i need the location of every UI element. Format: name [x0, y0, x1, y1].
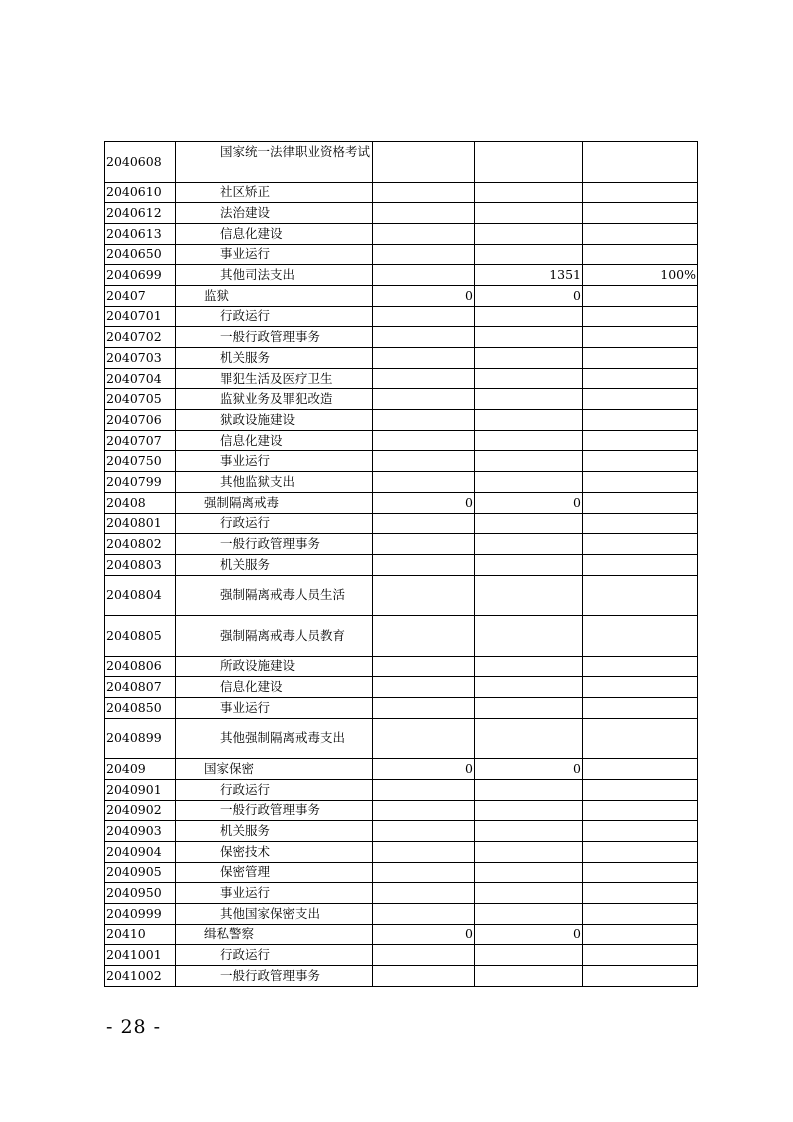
amount-cell-col5: [583, 862, 698, 883]
amount-cell-col4: [475, 513, 583, 534]
subject-code-cell: 2040707: [105, 430, 176, 451]
subject-name-text: 其他司法支出: [220, 267, 296, 283]
table-row: [105, 513, 698, 534]
subject-code-cell: 2040902: [105, 800, 176, 821]
subject-code-cell: 2040610: [105, 182, 176, 203]
subject-code-cell: 2040608: [105, 142, 176, 183]
subject-name-cell: [176, 575, 373, 616]
amount-cell-col3: [373, 966, 475, 987]
subject-code-cell: 2040999: [105, 903, 176, 924]
amount-cell-col4: [475, 182, 583, 203]
amount-cell-col3: [373, 265, 475, 286]
amount-cell-col3: [373, 348, 475, 369]
table-row: [105, 534, 698, 555]
subject-name-cell: [176, 759, 373, 780]
amount-cell-col4: [475, 368, 583, 389]
subject-name-cell: [176, 472, 373, 493]
subject-name-cell: [176, 306, 373, 327]
subject-code-cell: 2041002: [105, 966, 176, 987]
amount-cell-col3: [373, 534, 475, 555]
amount-cell-col3: [373, 142, 475, 183]
subject-name-cell: [176, 697, 373, 718]
budget-table: [104, 141, 698, 987]
amount-cell-col5: [583, 451, 698, 472]
table-row: [105, 966, 698, 987]
amount-cell-col3: [373, 883, 475, 904]
table-row: [105, 841, 698, 862]
amount-cell-col3: [373, 554, 475, 575]
amount-cell-col4: [475, 389, 583, 410]
amount-cell-col5: [583, 203, 698, 224]
table-row: [105, 862, 698, 883]
subject-name-cell: [176, 924, 373, 945]
subject-code-cell: 2041001: [105, 945, 176, 966]
amount-cell-col5: [583, 759, 698, 780]
subject-name-text: 机关服务: [220, 556, 271, 572]
amount-cell-col3: [373, 779, 475, 800]
subject-code-cell: 2040806: [105, 656, 176, 677]
amount-cell-col4: [475, 410, 583, 431]
amount-cell-col3: [373, 575, 475, 616]
amount-cell-col4: [475, 142, 583, 183]
amount-cell-col5: [583, 800, 698, 821]
amount-cell-col4: 0: [475, 285, 583, 306]
amount-cell-col4: [475, 697, 583, 718]
table-row: [105, 368, 698, 389]
subject-code-cell: 2040802: [105, 534, 176, 555]
amount-cell-col3: [373, 800, 475, 821]
amount-cell-col4: [475, 945, 583, 966]
table-row: [105, 182, 698, 203]
subject-code-cell: 2040905: [105, 862, 176, 883]
table-row: [105, 945, 698, 966]
subject-name-cell: [176, 554, 373, 575]
amount-cell-col3: [373, 656, 475, 677]
subject-name-text: 强制隔离戒毒人员生活: [220, 587, 346, 603]
table-row: [105, 759, 698, 780]
amount-cell-col5: 100%: [583, 265, 698, 286]
subject-name-cell: [176, 513, 373, 534]
subject-code-cell: 2040807: [105, 677, 176, 698]
subject-name-cell: [176, 285, 373, 306]
subject-name-text: 其他监狱支出: [220, 473, 296, 489]
subject-code-cell: 2040950: [105, 883, 176, 904]
amount-cell-col5: [583, 142, 698, 183]
amount-cell-col5: [583, 472, 698, 493]
amount-cell-col4: [475, 779, 583, 800]
table-row: [105, 430, 698, 451]
subject-name-cell: [176, 410, 373, 431]
subject-code-cell: 20410: [105, 924, 176, 945]
subject-name-text: 行政运行: [220, 781, 271, 797]
subject-name-text: 缉私警察: [204, 926, 255, 942]
amount-cell-col5: [583, 779, 698, 800]
subject-name-text: 事业运行: [220, 246, 271, 262]
table-row: [105, 718, 698, 759]
subject-name-text: 其他强制隔离戒毒支出: [220, 730, 346, 746]
amount-cell-col3: [373, 841, 475, 862]
subject-code-cell: 2040799: [105, 472, 176, 493]
amount-cell-col4: [475, 575, 583, 616]
subject-code-cell: 20409: [105, 759, 176, 780]
amount-cell-col3: [373, 513, 475, 534]
amount-cell-col5: [583, 430, 698, 451]
subject-name-text: 其他国家保密支出: [220, 905, 321, 921]
amount-cell-col3: [373, 862, 475, 883]
amount-cell-col4: [475, 534, 583, 555]
subject-name-cell: [176, 534, 373, 555]
subject-code-cell: 2040804: [105, 575, 176, 616]
subject-code-cell: 2040803: [105, 554, 176, 575]
subject-name-text: 事业运行: [220, 453, 271, 469]
amount-cell-col5: [583, 924, 698, 945]
table-row: [105, 348, 698, 369]
subject-name-cell: [176, 327, 373, 348]
subject-name-cell: [176, 966, 373, 987]
amount-cell-col4: [475, 472, 583, 493]
amount-cell-col4: [475, 862, 583, 883]
amount-cell-col3: [373, 903, 475, 924]
subject-code-cell: 20408: [105, 492, 176, 513]
table-row: [105, 821, 698, 842]
amount-cell-col3: 0: [373, 492, 475, 513]
subject-name-text: 保密技术: [220, 843, 271, 859]
amount-cell-col4: 0: [475, 759, 583, 780]
amount-cell-col5: [583, 718, 698, 759]
amount-cell-col4: [475, 883, 583, 904]
amount-cell-col3: 0: [373, 924, 475, 945]
subject-name-cell: [176, 677, 373, 698]
amount-cell-col4: [475, 306, 583, 327]
subject-code-cell: 2040701: [105, 306, 176, 327]
amount-cell-col3: [373, 677, 475, 698]
table-row: [105, 883, 698, 904]
amount-cell-col3: [373, 697, 475, 718]
table-row: [105, 924, 698, 945]
table-row: [105, 285, 698, 306]
amount-cell-col5: [583, 945, 698, 966]
subject-name-cell: [176, 821, 373, 842]
page-number: - 28 -: [106, 1016, 162, 1038]
amount-cell-col3: [373, 203, 475, 224]
subject-code-cell: 2040706: [105, 410, 176, 431]
table-row: [105, 244, 698, 265]
amount-cell-col4: 1351: [475, 265, 583, 286]
subject-code-cell: 2040750: [105, 451, 176, 472]
table-row: [105, 223, 698, 244]
table-row: [105, 779, 698, 800]
subject-name-text: 强制隔离戒毒人员教育: [220, 627, 346, 643]
subject-name-text: 所政设施建设: [220, 658, 296, 674]
amount-cell-col5: [583, 389, 698, 410]
subject-code-cell: 20407: [105, 285, 176, 306]
subject-name-text: 监狱: [204, 287, 230, 303]
amount-cell-col4: [475, 244, 583, 265]
table-row: [105, 800, 698, 821]
subject-name-text: 信息化建设: [220, 679, 283, 695]
subject-code-cell: 2040650: [105, 244, 176, 265]
table-body: [105, 142, 698, 987]
amount-cell-col5: [583, 348, 698, 369]
amount-cell-col3: [373, 410, 475, 431]
amount-cell-col5: [583, 327, 698, 348]
table-row: [105, 410, 698, 431]
amount-cell-col3: [373, 182, 475, 203]
amount-cell-col3: [373, 223, 475, 244]
amount-cell-col5: [583, 244, 698, 265]
amount-cell-col5: [583, 182, 698, 203]
amount-cell-col3: [373, 472, 475, 493]
amount-cell-col5: [583, 903, 698, 924]
amount-cell-col3: [373, 451, 475, 472]
amount-cell-col5: [583, 697, 698, 718]
subject-name-text: 行政运行: [220, 308, 271, 324]
subject-name-cell: [176, 182, 373, 203]
table-row: [105, 306, 698, 327]
amount-cell-col4: [475, 903, 583, 924]
subject-code-cell: 2040903: [105, 821, 176, 842]
subject-name-text: 一般行政管理事务: [220, 329, 321, 345]
subject-name-text: 机关服务: [220, 349, 271, 365]
subject-code-cell: 2040805: [105, 616, 176, 657]
subject-code-cell: 2040703: [105, 348, 176, 369]
table-row: [105, 265, 698, 286]
subject-name-cell: [176, 656, 373, 677]
amount-cell-col4: [475, 203, 583, 224]
amount-cell-col4: [475, 223, 583, 244]
amount-cell-col3: [373, 368, 475, 389]
amount-cell-col4: [475, 430, 583, 451]
amount-cell-col5: [583, 883, 698, 904]
subject-name-cell: [176, 945, 373, 966]
subject-name-cell: [176, 862, 373, 883]
subject-name-cell: [176, 368, 373, 389]
subject-name-text: 行政运行: [220, 515, 271, 531]
amount-cell-col4: [475, 451, 583, 472]
amount-cell-col4: [475, 677, 583, 698]
amount-cell-col4: 0: [475, 924, 583, 945]
amount-cell-col3: [373, 244, 475, 265]
subject-name-text: 一般行政管理事务: [220, 802, 321, 818]
amount-cell-col4: [475, 327, 583, 348]
table-row: [105, 142, 698, 183]
amount-cell-col5: [583, 575, 698, 616]
subject-name-cell: [176, 492, 373, 513]
subject-name-cell: [176, 883, 373, 904]
amount-cell-col5: [583, 821, 698, 842]
subject-name-cell: [176, 841, 373, 862]
subject-name-text: 行政运行: [220, 947, 271, 963]
amount-cell-col4: [475, 348, 583, 369]
amount-cell-col3: [373, 718, 475, 759]
subject-code-cell: 2040801: [105, 513, 176, 534]
amount-cell-col5: [583, 534, 698, 555]
amount-cell-col3: [373, 430, 475, 451]
amount-cell-col3: 0: [373, 285, 475, 306]
subject-name-text: 国家统一法律职业资格考试: [220, 144, 371, 159]
subject-name-cell: [176, 451, 373, 472]
subject-name-cell: [176, 244, 373, 265]
amount-cell-col4: [475, 656, 583, 677]
table-row: [105, 492, 698, 513]
table-row: [105, 389, 698, 410]
amount-cell-col5: [583, 410, 698, 431]
amount-cell-col3: [373, 821, 475, 842]
subject-name-text: 法治建设: [220, 205, 271, 221]
subject-code-cell: 2040704: [105, 368, 176, 389]
amount-cell-col5: [583, 656, 698, 677]
subject-name-text: 保密管理: [220, 864, 271, 880]
subject-name-text: 一般行政管理事务: [220, 967, 321, 983]
subject-name-cell: [176, 616, 373, 657]
subject-code-cell: 2040613: [105, 223, 176, 244]
subject-name-text: 事业运行: [220, 699, 271, 715]
subject-name-cell: [176, 903, 373, 924]
subject-name-text: 罪犯生活及医疗卫生: [220, 370, 333, 386]
amount-cell-col4: [475, 821, 583, 842]
table-row: [105, 677, 698, 698]
subject-code-cell: 2040904: [105, 841, 176, 862]
subject-name-cell: [176, 265, 373, 286]
subject-code-cell: 2040850: [105, 697, 176, 718]
amount-cell-col3: 0: [373, 759, 475, 780]
subject-name-text: 狱政设施建设: [220, 411, 296, 427]
subject-name-text: 国家保密: [204, 760, 255, 776]
amount-cell-col5: [583, 554, 698, 575]
amount-cell-col3: [373, 616, 475, 657]
subject-code-cell: 2040612: [105, 203, 176, 224]
amount-cell-col5: [583, 223, 698, 244]
subject-name-text: 强制隔离戒毒: [204, 494, 280, 510]
amount-cell-col3: [373, 389, 475, 410]
subject-name-cell: [176, 430, 373, 451]
table-row: [105, 656, 698, 677]
amount-cell-col4: [475, 966, 583, 987]
subject-name-text: 监狱业务及罪犯改造: [220, 391, 333, 407]
amount-cell-col4: 0: [475, 492, 583, 513]
amount-cell-col5: [583, 285, 698, 306]
subject-name-text: 社区矫正: [220, 184, 271, 200]
amount-cell-col3: [373, 945, 475, 966]
subject-name-text: 信息化建设: [220, 432, 283, 448]
table-row: [105, 451, 698, 472]
subject-name-text: 机关服务: [220, 823, 271, 839]
amount-cell-col3: [373, 306, 475, 327]
amount-cell-col4: [475, 841, 583, 862]
amount-cell-col4: [475, 554, 583, 575]
amount-cell-col5: [583, 677, 698, 698]
subject-name-text: 一般行政管理事务: [220, 536, 321, 552]
subject-code-cell: 2040699: [105, 265, 176, 286]
table-row: [105, 327, 698, 348]
table-row: [105, 903, 698, 924]
subject-name-cell: [176, 389, 373, 410]
subject-name-cell: [176, 223, 373, 244]
subject-name-cell: [176, 779, 373, 800]
amount-cell-col4: [475, 800, 583, 821]
subject-name-text: 信息化建设: [220, 225, 283, 241]
amount-cell-col5: [583, 841, 698, 862]
amount-cell-col5: [583, 966, 698, 987]
table-row: [105, 203, 698, 224]
table-row: [105, 697, 698, 718]
amount-cell-col5: [583, 513, 698, 534]
subject-code-cell: 2040901: [105, 779, 176, 800]
amount-cell-col5: [583, 306, 698, 327]
subject-name-cell: [176, 718, 373, 759]
subject-code-cell: 2040702: [105, 327, 176, 348]
table-row: [105, 554, 698, 575]
amount-cell-col3: [373, 327, 475, 348]
subject-name-cell: [176, 800, 373, 821]
amount-cell-col5: [583, 368, 698, 389]
subject-name-cell: [176, 348, 373, 369]
amount-cell-col4: [475, 616, 583, 657]
subject-name-cell: [176, 203, 373, 224]
table-row: [105, 575, 698, 616]
subject-name-cell: [176, 142, 373, 183]
subject-code-cell: 2040899: [105, 718, 176, 759]
amount-cell-col5: [583, 492, 698, 513]
subject-name-text: 事业运行: [220, 885, 271, 901]
subject-code-cell: 2040705: [105, 389, 176, 410]
amount-cell-col5: [583, 616, 698, 657]
amount-cell-col4: [475, 718, 583, 759]
table-row: [105, 472, 698, 493]
table-row: [105, 616, 698, 657]
